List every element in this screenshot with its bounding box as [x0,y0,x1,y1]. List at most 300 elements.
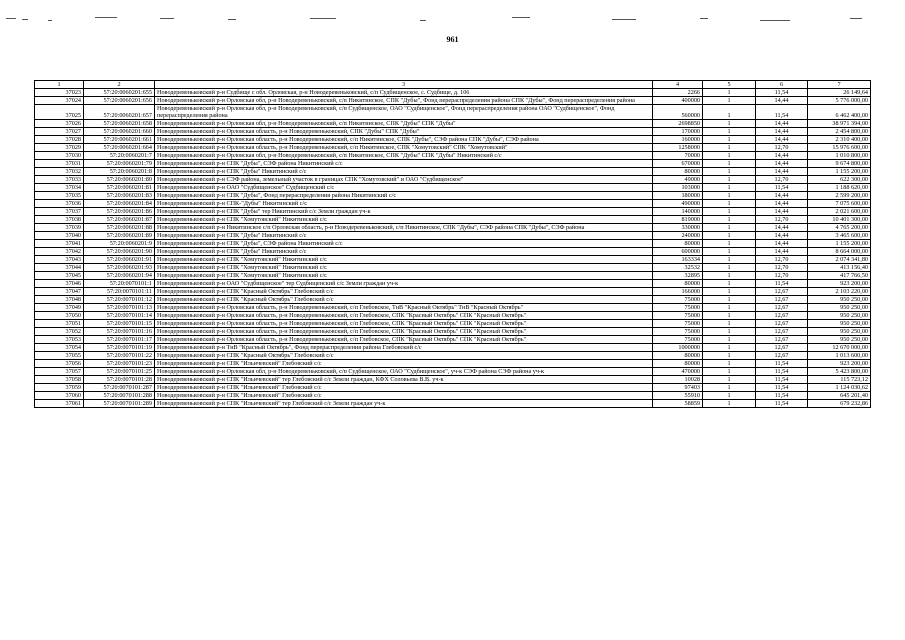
location-description: Новодеревеньковский р-н Орловская обл, р-н Новодеревеньковский, с/п Никитинское, СПК "Дубы" СПК "Дубы" [155,120,653,128]
area-value: 560000 [653,105,703,120]
rate-value: 14,44 [756,240,808,248]
row-number: 37026 [35,120,84,128]
table-row [35,264,871,272]
rate-value: 12,67 [756,288,808,296]
row-number: 37027 [35,128,84,136]
cost-value: 950 250,00 [808,336,871,344]
rate-value: 11,54 [756,105,808,120]
cost-value: 38 971 394,00 [808,120,871,128]
area-value: 75000 [653,312,703,320]
table-row [35,200,871,208]
cadastral-number: 57:20:0060201:657 [84,105,155,120]
rate-value: 14,44 [756,97,808,105]
coefficient-value: 1 [703,200,756,208]
table-row [35,256,871,264]
row-number: 37053 [35,336,84,344]
area-value: 2698850 [653,120,703,128]
rate-value: 12,67 [756,320,808,328]
cadastral-number: 57:20:0070101:289 [84,400,155,408]
area-value: 80000 [653,360,703,368]
table-row [35,376,871,384]
table-row [35,184,871,192]
cadastral-number: 57:20:0070101:15 [84,320,155,328]
coefficient-value: 1 [703,344,756,352]
location-description: Новодеревеньковский р-н Орловская область, р-н Новодеревеньковский, с/п Глебовское, ТнВ "Красный Октябрь" ТнВ "Красный Октябрь" [155,304,653,312]
row-number: 37025 [35,105,84,120]
coefficient-value: 1 [703,232,756,240]
location-description: Новодеревеньковский р-н СПК "Дубы", Фонд перераспределения района Никитинский с/с [155,192,653,200]
rate-value: 12,67 [756,312,808,320]
area-value: 180000 [653,192,703,200]
coefficient-value: 1 [703,160,756,168]
rate-value: 12,67 [756,344,808,352]
table-row [35,128,871,136]
area-value: 97403 [653,384,703,392]
location-description: Новодеревеньковский р-н СПК "Дубы", СЭФ района Никитинский с/с [155,160,653,168]
cost-value: 923 200,00 [808,360,871,368]
location-description: Новодеревеньковский р-н ОАО "Судбищенское" Судбищенский с/с [155,184,653,192]
cadastral-number: 57:20:0060201:83 [84,192,155,200]
table-row [35,280,871,288]
cost-value: 622 300,00 [808,176,871,184]
coefficient-value: 1 [703,384,756,392]
coefficient-value: 1 [703,264,756,272]
rate-value: 12,70 [756,176,808,184]
table-row [35,320,871,328]
area-value: 330000 [653,224,703,232]
location-description: Новодеревеньковский р-н Орловская область, р-н Новодеревеньковский, с/п Глебовское, СПК "Красный Октябрь" СПК "Красный Октябрь" [155,336,653,344]
cost-value: 1 010 800,00 [808,152,871,160]
row-number: 37035 [35,192,84,200]
area-value: 819000 [653,216,703,224]
cost-value: 2 074 341,80 [808,256,871,264]
cadastral-number: 57:20:0060201:658 [84,120,155,128]
area-value: 32895 [653,272,703,280]
cost-value: 15 976 600,00 [808,144,871,152]
location-description: Новодеревеньковский р-н Орловская область, р-н Новодеревеньковский, с/п Никитинское, СПК "Дубы", СЭФ района СПК "Дубы", СЭФ района [155,136,653,144]
table-row [35,272,871,280]
cost-value: 4 765 200,00 [808,224,871,232]
rate-value: 14,44 [756,200,808,208]
cost-value: 1 013 600,00 [808,352,871,360]
cost-value: 923 200,00 [808,280,871,288]
area-value: 80000 [653,240,703,248]
cadastral-number: 57:20:0060201:91 [84,256,155,264]
row-number: 37039 [35,224,84,232]
table-row [35,105,871,120]
cadastral-number: 57:20:0060201:81 [84,184,155,192]
coefficient-value: 1 [703,272,756,280]
cadastral-number: 57:20:0060201:79 [84,160,155,168]
cadastral-number: 57:20:0060201:80 [84,176,155,184]
coefficient-value: 1 [703,168,756,176]
rate-value: 12,67 [756,328,808,336]
rate-value: 11,54 [756,280,808,288]
location-description: Новодеревеньковский р-н СПК "Хомутовский" Никитинский с/с [155,256,653,264]
location-description: Новодеревеньковский р-н СПК "Дубы" тер Никитинский с/с Земли граждан уч-к [155,208,653,216]
rate-value: 14,44 [756,120,808,128]
rate-value: 14,44 [756,136,808,144]
coefficient-value: 1 [703,400,756,408]
coefficient-value: 1 [703,280,756,288]
rate-value: 14,44 [756,168,808,176]
rate-value: 14,44 [756,208,808,216]
coefficient-value: 1 [703,176,756,184]
area-value: 58859 [653,400,703,408]
column-header: 2 [84,81,155,89]
location-description: Новодеревеньковский р-н СПК "Дубы" Никитинский с/с [155,232,653,240]
table-row [35,120,871,128]
location-description: Новодеревеньковский р-н СЭФ района, земельный участок в границах СПК "Хомутовский" и ОАО "Судбищенское" [155,176,653,184]
area-value: 75000 [653,296,703,304]
row-number: 37033 [35,176,84,184]
cost-value: 2 599 200,00 [808,192,871,200]
land-register-table [34,80,871,408]
cost-value: 9 674 800,00 [808,160,871,168]
table-row [35,97,871,105]
coefficient-value: 1 [703,208,756,216]
coefficient-value: 1 [703,144,756,152]
area-value: 166000 [653,288,703,296]
coefficient-value: 1 [703,304,756,312]
table-row [35,360,871,368]
page-number: 961 [446,35,459,44]
cadastral-number: 57:20:0070101:23 [84,360,155,368]
cadastral-number: 57:20:0060201:87 [84,216,155,224]
cadastral-number: 57:20:0060201:664 [84,144,155,152]
cadastral-number: 57:20:0060201:656 [84,97,155,105]
row-number: 37030 [35,152,84,160]
cadastral-number: 57:20:0070101:12 [84,296,155,304]
rate-value: 12,67 [756,296,808,304]
location-description: Новодеревеньковский р-н СПК "Красный Октябрь" Глебовский с/с [155,288,653,296]
coefficient-value: 1 [703,216,756,224]
location-description: Новодеревеньковский р-н СПК "Дубы" Никитинский с/с [155,248,653,256]
table-row [35,136,871,144]
rate-value: 14,44 [756,128,808,136]
location-description: Новодеревеньковский р-н Орловская область, р-н Новодеревеньковский, СПК "Дубы" СПК "Дубы" [155,128,653,136]
rate-value: 12,67 [756,352,808,360]
row-number: 37023 [35,89,84,97]
row-number: 37052 [35,328,84,336]
area-value: 49000 [653,176,703,184]
row-number: 37055 [35,352,84,360]
rate-value: 11,54 [756,360,808,368]
location-description: Новодеревеньковский р-н СПК "Дубы" Никитинский с/с [155,168,653,176]
cadastral-number: 57:20:0070101:16 [84,328,155,336]
row-number: 37057 [35,368,84,376]
location-description: Новодеревеньковский р-н Никитинское с/п Орловская область, р-н Новодеревеньковский, с/п Никитинское, СПК "Дубы", СЭФ района СПК "Дубы", СЭФ района [155,224,653,232]
row-number: 37050 [35,312,84,320]
row-number: 37041 [35,240,84,248]
table-row [35,400,871,408]
location-description: Новодеревеньковский р-н Орловская область, р-н Новодеревеньковский, с/п Никитинское, СПК "Хомутовский" СПК "Хомутовский" [155,144,653,152]
area-value: 70000 [653,152,703,160]
cadastral-number: 57:20:0070101:19 [84,344,155,352]
coefficient-value: 1 [703,224,756,232]
cadastral-number: 57:20:0070101:13 [84,304,155,312]
cadastral-number: 57:20:0060201:93 [84,264,155,272]
cost-value: 5 423 800,00 [808,368,871,376]
location-description: Новодеревеньковский р-н Орловская область, р-н Новодеревеньковский, с/п Глебовское, СПК "Красный Октябрь" СПК "Красный Октябрь" [155,328,653,336]
row-number: 37060 [35,392,84,400]
row-number: 37044 [35,264,84,272]
location-description: Новодеревеньковский р-н СПК "Ильичевский" тер Глебовский с/с Земли граждан уч-к [155,400,653,408]
cadastral-number: 57:20:0070101:288 [84,392,155,400]
rate-value: 14,44 [756,248,808,256]
row-number: 37049 [35,304,84,312]
location-description: Новодеревеньковский р-н СПК "Ильичевский" Глебовский с/с [155,392,653,400]
area-value: 55910 [653,392,703,400]
row-number: 37047 [35,288,84,296]
location-description: Новодеревеньковский р-н СПК "Ильичевский" Глебовский с/с [155,384,653,392]
cost-value: 645 201,40 [808,392,871,400]
cadastral-number: 57:20:0060201:84 [84,200,155,208]
row-number: 37051 [35,320,84,328]
rate-value: 14,44 [756,160,808,168]
table-row [35,168,871,176]
row-number: 37043 [35,256,84,264]
location-description: Новодеревеньковский р-н СПК "Ильичевский" тер Глебовский с/с Земли граждан, КФХ Соловьева В.В. уч-к [155,376,653,384]
cadastral-number: 57:20:0070101:22 [84,352,155,360]
location-description: Новодеревеньковский р-н СПК "Хомутовский" Никитинский с/с [155,216,653,224]
rate-value: 11,54 [756,384,808,392]
area-value: 670000 [653,160,703,168]
location-description: Новодеревеньковский р-н СПК "Красный Октябрь" Глебовский с/с [155,352,653,360]
table-row [35,208,871,216]
table-row [35,384,871,392]
cost-value: 2 310 400,00 [808,136,871,144]
cadastral-number: 57:20:0060201:90 [84,248,155,256]
coefficient-value: 1 [703,89,756,97]
column-header: 3 [155,81,653,89]
area-value: 80000 [653,352,703,360]
coefficient-value: 1 [703,336,756,344]
area-value: 140000 [653,208,703,216]
table-row [35,328,871,336]
row-number: 37058 [35,376,84,384]
cost-value: 1 124 030,62 [808,384,871,392]
table-row [35,248,871,256]
cadastral-number: 57:20:0070101:287 [84,384,155,392]
rate-value: 14,44 [756,232,808,240]
area-value: 75000 [653,336,703,344]
cost-value: 2 021 600,00 [808,208,871,216]
cadastral-number: 57:20:0070101:1 [84,280,155,288]
coefficient-value: 1 [703,320,756,328]
coefficient-value: 1 [703,288,756,296]
area-value: 400000 [653,97,703,105]
location-description: Новодеревеньковский р-н Орловская область, р-н Новодеревеньковский, с/п Глебовское, СПК "Красный Октябрь" СПК "Красный Октябрь" [155,312,653,320]
cost-value: 5 776 000,00 [808,97,871,105]
rate-value: 14,44 [756,224,808,232]
area-value: 170000 [653,128,703,136]
row-number: 37056 [35,360,84,368]
location-description: Новодеревеньковский р-н ТнВ "Красный Октябрь", Фонд перераспределения района Глебовский с/с [155,344,653,352]
row-number: 37024 [35,97,84,105]
row-number: 37037 [35,208,84,216]
area-value: 1000000 [653,344,703,352]
area-value: 163334 [653,256,703,264]
location-description: Новодеревеньковский р-н СПК "Хомутовский" Никитинский с/с [155,264,653,272]
area-value: 2266 [653,89,703,97]
cost-value: 1 155 200,00 [808,240,871,248]
cost-value: 2 454 800,00 [808,128,871,136]
row-number: 37028 [35,136,84,144]
table-row [35,152,871,160]
table-row [35,392,871,400]
cadastral-number: 57:20:0070101:25 [84,368,155,376]
coefficient-value: 1 [703,184,756,192]
cost-value: 417 766,50 [808,272,871,280]
cadastral-number: 57:20:0060201:660 [84,128,155,136]
column-header: 1 [35,81,84,89]
cadastral-number: 57:20:0060201:8 [84,168,155,176]
cost-value: 950 250,00 [808,328,871,336]
cadastral-number: 57:20:0070101:28 [84,376,155,384]
rate-value: 11,54 [756,400,808,408]
rate-value: 11,54 [756,392,808,400]
table-row [35,288,871,296]
cost-value: 950 250,00 [808,312,871,320]
cost-value: 3 465 600,00 [808,232,871,240]
coefficient-value: 1 [703,192,756,200]
coefficient-value: 1 [703,360,756,368]
location-description: Новодеревеньковский р-н Орловская обл, р-н Новодеревеньковский, с/п Судбищенское, ОАО "Судбищенское", Фонд перераспределения района ОАО "Судбищенское", Фонд перераспределения района [155,105,653,120]
area-value: 103000 [653,184,703,192]
location-description: Новодеревеньковский р-н Судбище с обл. Орловская, р-н Новодеревеньковский, с/п Судбищенское, с. Судбище, д. 106 [155,89,653,97]
row-number: 37046 [35,280,84,288]
cost-value: 679 232,86 [808,400,871,408]
area-value: 80000 [653,280,703,288]
cost-value: 1 188 620,00 [808,184,871,192]
coefficient-value: 1 [703,152,756,160]
location-description: Новодеревеньковский р-н СПК "Дубы", СЭФ района Никитинский с/с [155,240,653,248]
row-number: 37034 [35,184,84,192]
column-header: 5 [703,81,756,89]
coefficient-value: 1 [703,352,756,360]
location-description: Новодеревеньковский р-н СПК "Хомутовский" Никитинский с/с [155,272,653,280]
cadastral-number: 57:20:0060201:86 [84,208,155,216]
column-number-row [35,81,871,89]
area-value: 490000 [653,200,703,208]
coefficient-value: 1 [703,97,756,105]
cost-value: 2 103 220,00 [808,288,871,296]
area-value: 75000 [653,328,703,336]
area-value: 470000 [653,368,703,376]
location-description: Новодеревеньковский р-н СПК "Красный Октябрь" Глебовский с/с [155,296,653,304]
rate-value: 14,44 [756,192,808,200]
table-row [35,312,871,320]
cost-value: 950 250,00 [808,320,871,328]
cost-value: 7 075 600,00 [808,200,871,208]
rate-value: 11,54 [756,368,808,376]
coefficient-value: 1 [703,105,756,120]
row-number: 37031 [35,160,84,168]
row-number: 37054 [35,344,84,352]
location-description: Новодеревеньковский р-н Орловская обл, р-н Новодеревеньковский, с/п Никитинское, СПК "Дубы" СПК "Дубы" Никитинский с/с [155,152,653,160]
row-number: 37029 [35,144,84,152]
table-row [35,216,871,224]
area-value: 75000 [653,304,703,312]
rate-value: 12,70 [756,144,808,152]
row-number: 37042 [35,248,84,256]
area-value: 75000 [653,320,703,328]
row-number: 37061 [35,400,84,408]
row-number: 37040 [35,232,84,240]
row-number: 37048 [35,296,84,304]
cadastral-number: 57:20:0060201:7 [84,152,155,160]
cost-value: 115 723,12 [808,376,871,384]
table-row [35,192,871,200]
table-row [35,144,871,152]
row-number: 37059 [35,384,84,392]
rate-value: 12,67 [756,304,808,312]
location-description: Новодеревеньковский р-н СПК-"Дубы" Никитинский с/с [155,200,653,208]
cost-value: 950 250,00 [808,304,871,312]
table-row [35,89,871,97]
cadastral-number: 57:20:0060201:94 [84,272,155,280]
cost-value: 10 401 300,00 [808,216,871,224]
location-description: Новодеревеньковский р-н Орловская обл, р-н Новодеревеньковский, с/п Судбищенское, ОАО "Судбищенское", уч-к СЭФ района СЭФ района уч-к [155,368,653,376]
location-description: Новодеревеньковский р-н Орловская область, р-н Новодеревеньковский, с/п Глебовское, СПК "Красный Октябрь" СПК "Красный Октябрь" [155,320,653,328]
cost-value: 12 670 000,00 [808,344,871,352]
rate-value: 12,70 [756,264,808,272]
row-number: 37045 [35,272,84,280]
rate-value: 11,54 [756,89,808,97]
rate-value: 11,54 [756,184,808,192]
table-row [35,304,871,312]
row-number: 37038 [35,216,84,224]
area-value: 240000 [653,232,703,240]
row-number: 37036 [35,200,84,208]
table-row [35,160,871,168]
table-row [35,352,871,360]
scan-noise-strip [0,0,905,30]
cadastral-number: 57:20:0060201:661 [84,136,155,144]
rate-value: 12,70 [756,272,808,280]
table-row [35,344,871,352]
coefficient-value: 1 [703,328,756,336]
rate-value: 14,44 [756,152,808,160]
cost-value: 950 250,00 [808,296,871,304]
coefficient-value: 1 [703,376,756,384]
cost-value: 6 462 400,00 [808,105,871,120]
coefficient-value: 1 [703,392,756,400]
column-header: 7 [808,81,871,89]
rate-value: 12,70 [756,256,808,264]
coefficient-value: 1 [703,296,756,304]
cost-value: 413 156,40 [808,264,871,272]
table-row [35,232,871,240]
area-value: 32532 [653,264,703,272]
cost-value: 8 664 000,00 [808,248,871,256]
table-row [35,240,871,248]
location-description: Новодеревеньковский р-н ОАО "Судбищенское" тер Судбищенский с/с Земли граждан уч-к [155,280,653,288]
coefficient-value: 1 [703,248,756,256]
area-value: 160000 [653,136,703,144]
area-value: 1258000 [653,144,703,152]
coefficient-value: 1 [703,368,756,376]
table-row [35,176,871,184]
coefficient-value: 1 [703,128,756,136]
row-number: 37032 [35,168,84,176]
coefficient-value: 1 [703,136,756,144]
area-value: 600000 [653,248,703,256]
cost-value: 1 155 200,00 [808,168,871,176]
column-header: 4 [653,81,703,89]
cadastral-number: 57:20:0070101:14 [84,312,155,320]
